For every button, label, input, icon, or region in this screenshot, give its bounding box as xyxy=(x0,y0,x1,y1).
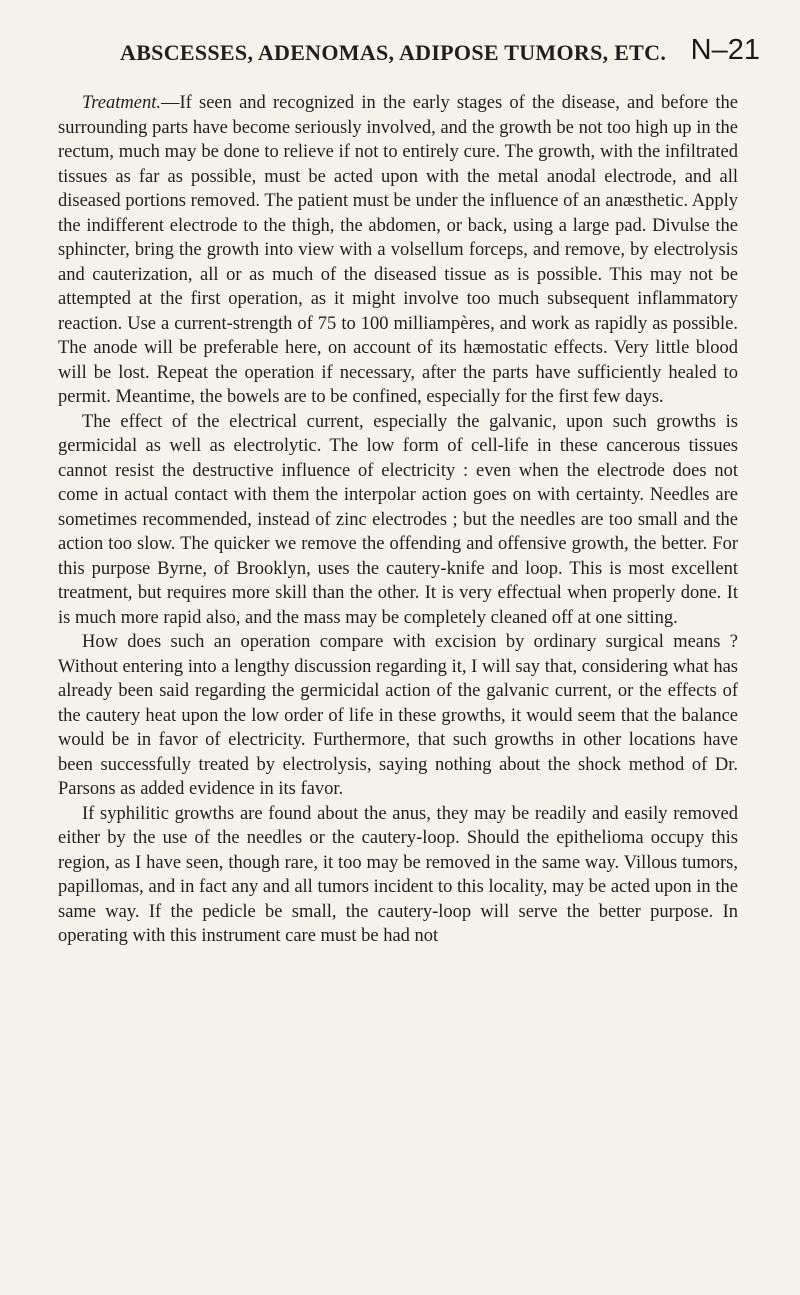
paragraph-text: If syphilitic growths are found about the anus, they may be readily and easily removed either by the use of the needles or the cautery-loop. Should the epithelioma occupy this region, as I have seen, though rare, it too may be removed in the same way. Villous tumors, papillomas, and in fact any and all tumors incident to this locality, may be acted upon in the same way. If the pedicle be small, the cautery-loop will serve the better purpose. In operating with this instrument care must be had not xyxy=(58,803,738,946)
paragraph-text: —If seen and recognized in the early stages of the disease, and before the surrounding parts have become seriously involved, and the growth be not too high up in the rectum, much may be done to relieve if not to entirely cure. The growth, with the infiltrated tissues as far as possible, must be acted upon with the metal anodal electrode, and all diseased portions removed. The patient must be under the influence of an anæsthetic. Apply the indifferent electrode to the thigh, the abdomen, or back, using a large pad. Divulse the sphincter, bring the growth into view with a volsellum forceps, and remove, by electrolysis and cauterization, all or as much of the diseased tissue as is possible. This may not be attempted at the first operation, as it might involve too much subsequent inflammatory reaction. Use a current-strength of 75 to 100 milliampères, and work as rapidly as possible. The anode will be preferable here, on account of its hæmostatic effects. Very little blood will be lost. Repeat the operation if necessary, after the parts have sufficiently healed to permit. Meantime, the bowels are to be confined, especially for the first few days. xyxy=(58,93,738,407)
section-lead: Treatment. xyxy=(82,93,161,113)
paragraph-text: The effect of the electrical current, especially the galvanic, upon such growths is germicidal as well as electrolytic. The low form of cell-life in these cancerous tissues cannot resist the destructive influence of electricity : even when the electrode does not come in actual contact with them the interpolar action goes on with certainty. Needles are sometimes recommended, instead of zinc electrodes ; but the needles are too small and the action too slow. The quicker we remove the offending and offensive growth, the better. For this purpose Byrne, of Brooklyn, uses the cautery-knife and loop. This is most excellent treatment, but requires more skill than the other. It is very effectual when properly done. It is much more rapid also, and the mass may be completely cleaned off at one sitting. xyxy=(58,411,738,628)
paragraph-treatment xyxy=(58,91,738,410)
paragraph-comparison xyxy=(58,630,738,802)
paragraph-text: How does such an operation compare with excision by ordinary surgical means ? Without entering into a lengthy discussion regarding it, I will say that, considering what has already been said regarding the germicidal action of the galvanic current, or the effects of the cautery heat upon the low order of life in these growths, it would seem that the balance would be in favor of electricity. Furthermore, that such growths in other locations have been successfully treated by electrolysis, saying nothing about the shock method of Dr. Parsons as added evidence in its favor. xyxy=(58,632,738,799)
paragraph-syphilitic-growths xyxy=(58,802,738,949)
page-header xyxy=(100,34,760,78)
body-text xyxy=(58,91,738,949)
page-number: N–21 xyxy=(690,34,760,66)
paragraph-electrical-effect xyxy=(58,410,738,631)
running-head: ABSCESSES, ADENOMAS, ADIPOSE TUMORS, ETC. xyxy=(120,40,667,65)
